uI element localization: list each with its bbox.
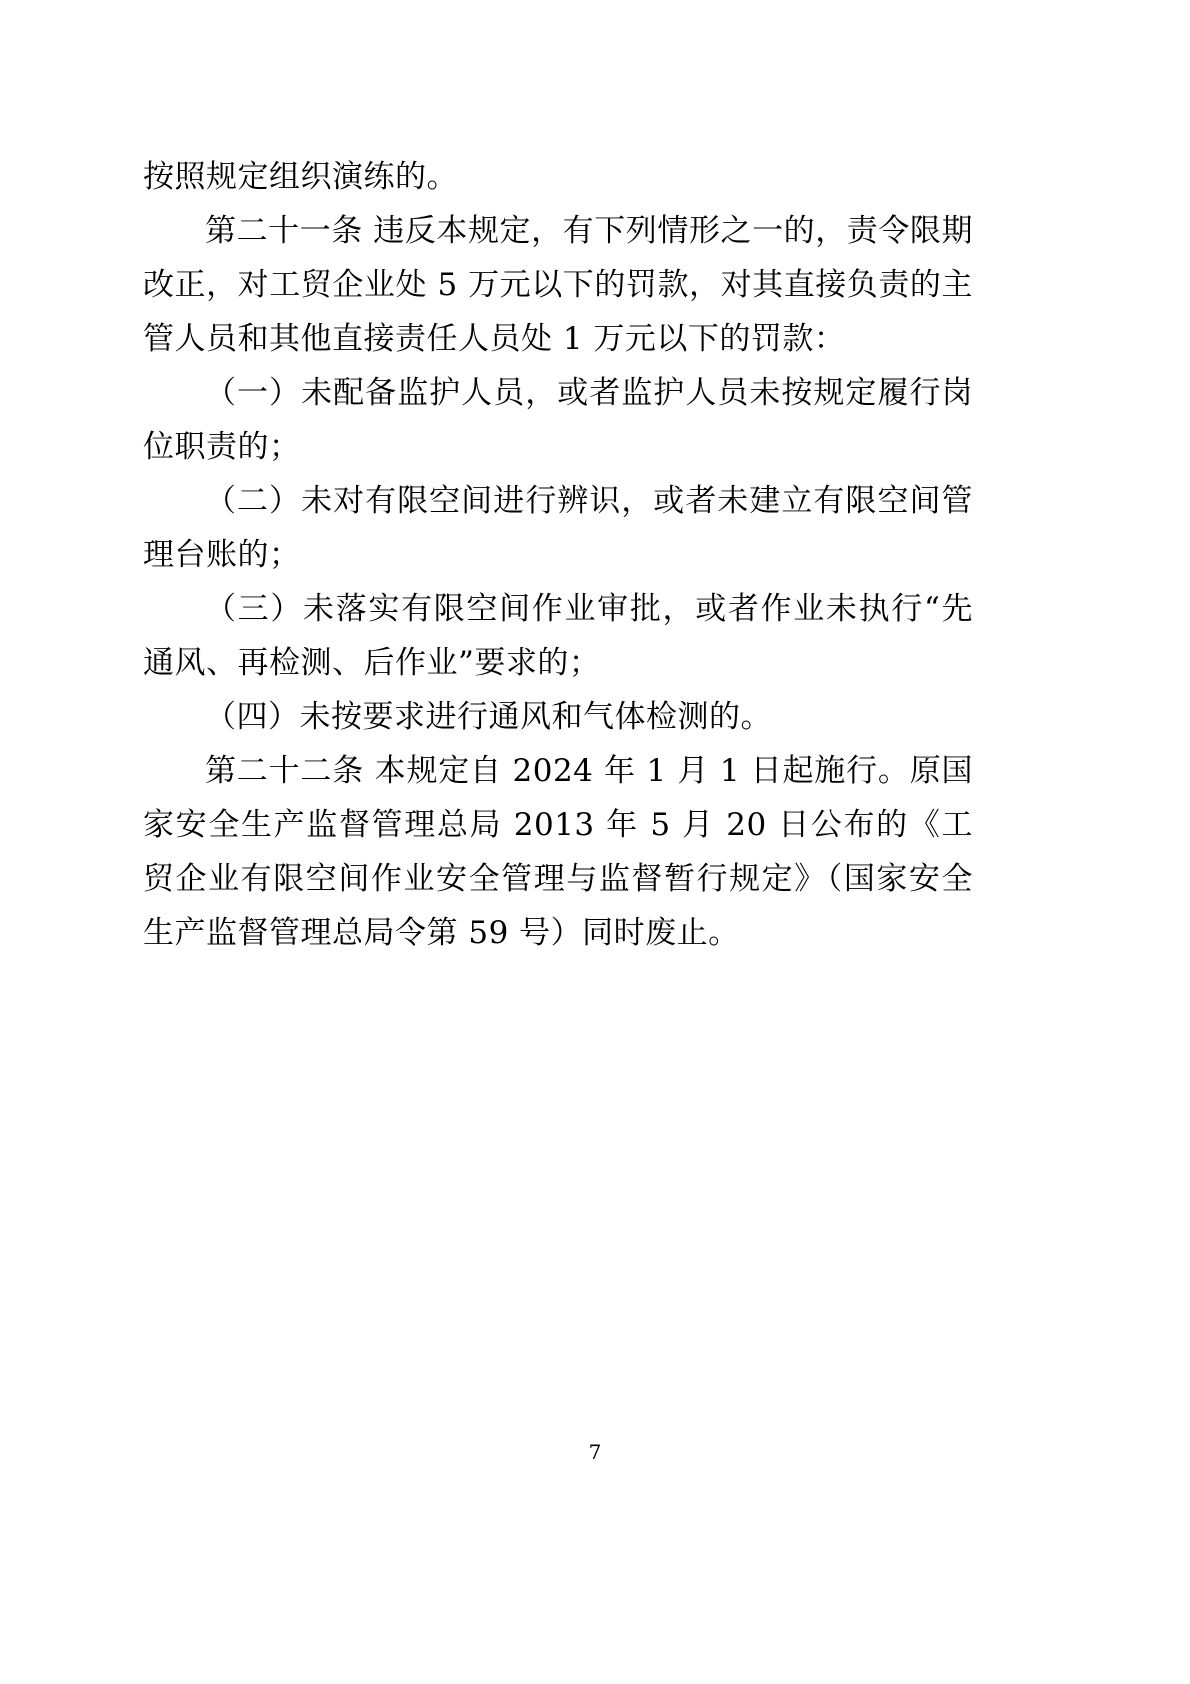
paragraph-article-22: 第二十二条 本规定自 2024 年 1 月 1 日起施行。原国家安全生产监督管理总局 2013 年 5 月 20 日公布的《工贸企业有限空间作业安全管理与监督暂行规定》（国家安全生产监督管理总局令第 59 号）同时废止。 [143,753,973,951]
paragraph-article-21-item-1: （一）未配备监护人员，或者监护人员未按规定履行岗位职责的； [143,375,973,465]
document-body [143,150,973,960]
paragraph-article-21-item-4: （四）未按要求进行通风和气体检测的。 [205,699,772,735]
paragraph-article-21: 第二十一条 违反本规定，有下列情形之一的，责令限期改正，对工贸企业处 5 万元以下的罚款，对其直接负责的主管人员和其他直接责任人员处 1 万元以下的罚款： [143,213,973,357]
paragraph-article-21-item-3: （三）未落实有限空间作业审批，或者作业未执行“先通风、再检测、后作业”要求的； [143,591,973,681]
paragraph-article-21-item-2: （二）未对有限空间进行辨识，或者未建立有限空间管理台账的； [143,483,973,573]
page-number: 7 [588,1440,602,1464]
paragraph-continued-line: 按照规定组织演练的。 [143,159,458,195]
